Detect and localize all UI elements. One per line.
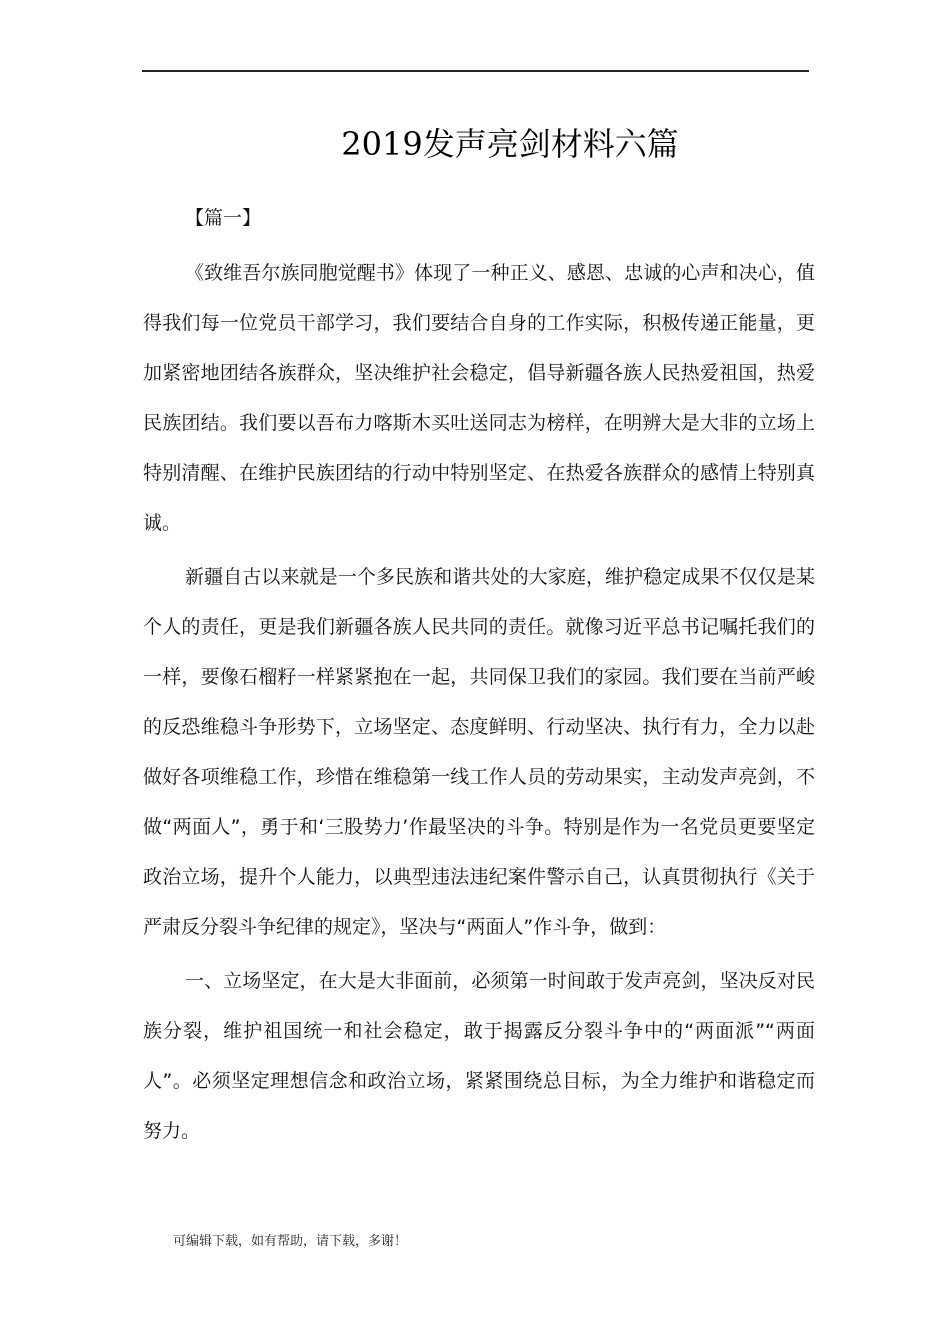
document-title: 2019发声亮剑材料六篇 xyxy=(341,125,679,164)
paragraph-1: 《致维吾尔族同胞觉醒书》体现了一种正义、感恩、忠诚的心声和决心，值得我们每一位党员干部学习，我们要结合自身的工作实际，积极传递正能量，更加紧密地团结各族群众，坚决维护社会稳定，倡导新疆各族人民热爱祖国，热爱民族团结。我们要以吾布力喀斯木买吐送同志为榜样，在明辨大是大非的立场上特别清醒、在维护民族团结的行动中特别坚定、在热爱各族群众的感情上特别真诚。 xyxy=(143,262,815,534)
section-label: 【篇一】 xyxy=(185,207,262,229)
header-rule xyxy=(142,70,809,72)
paragraph-3: 一、立场坚定，在大是大非面前，必须第一时间敢于发声亮剑，坚决反对民族分裂，维护祖国统一和社会稳定，敢于揭露反分裂斗争中的“两面派”“两面人”。必须坚定理想信念和政治立场，紧紧围绕总目标，为全力维护和谐稳定而努力。 xyxy=(143,970,815,1142)
footer-note: 可编辑下载，如有帮助，请下载，多谢！ xyxy=(173,1234,408,1249)
paragraph-2: 新疆自古以来就是一个多民族和谐共处的大家庭，维护稳定成果不仅仅是某个人的责任，更是我们新疆各族人民共同的责任。就像习近平总书记嘱托我们的一样，要像石榴籽一样紧紧抱在一起，共同保卫我们的家园。我们要在当前严峻的反恐维稳斗争形势下，立场坚定、态度鲜明、行动坚决、执行有力，全力以赴做好各项维稳工作，珍惜在维稳第一线工作人员的劳动果实，主动发声亮剑，不做“两面人”，勇于和‘三股势力’作最坚决的斗争。特别是作为一名党员更要坚定政治立场，提升个人能力，以典型违法违纪案件警示自己，认真贯彻执行《关于严肃反分裂斗争纪律的规定》，坚决与“两面人”作斗争，做到： xyxy=(143,566,815,938)
